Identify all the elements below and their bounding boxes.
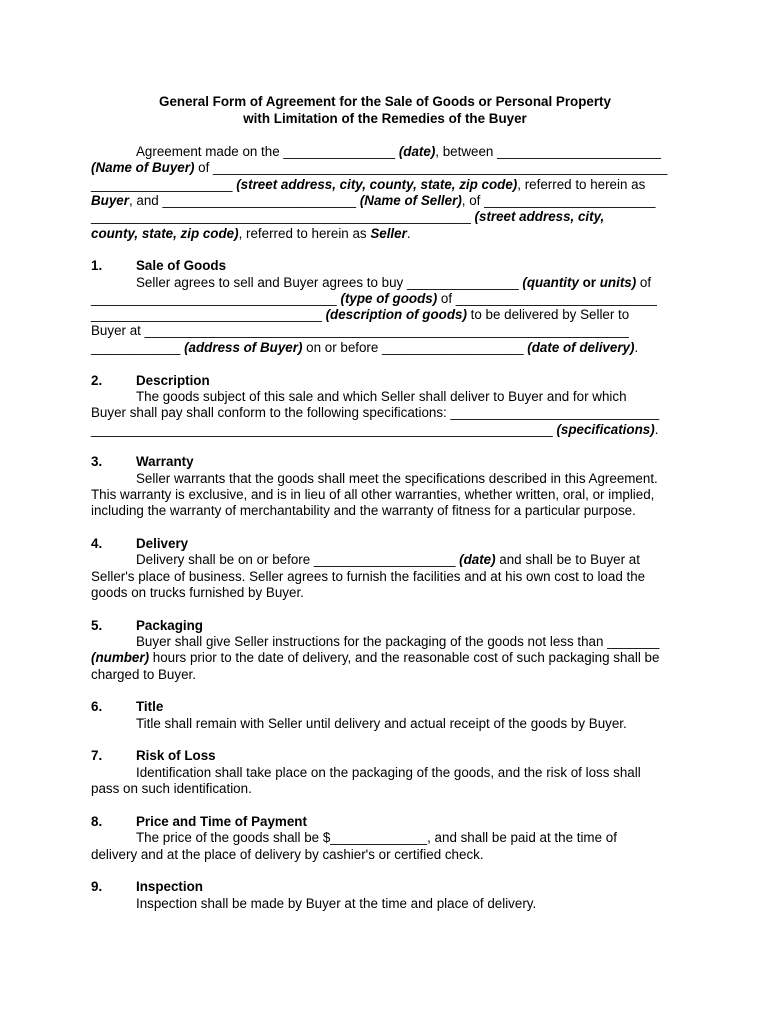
section-1-line-5: ____________ (address of Buyer) on or before ___________________ (date of delivery). xyxy=(91,340,639,355)
document-title: General Form of Agreement for the Sale of Goods or Personal Property xyxy=(159,94,611,109)
section-1-line-3: _______________________________ (description of goods) to be delivered by Seller to xyxy=(91,307,630,322)
section-4-line-2: Seller's place of business. Seller agrees to furnish the facilities and at his own cost to load the xyxy=(91,569,646,584)
intro-line-6: county, state, zip code), referred to herein as Seller. xyxy=(91,226,411,241)
section-9-number: 9. xyxy=(91,879,103,894)
section-4-heading: Delivery xyxy=(136,536,189,551)
section-2-number: 2. xyxy=(91,373,103,388)
section-6-line-1: Title shall remain with Seller until delivery and actual receipt of the goods by Buyer. xyxy=(136,716,627,731)
section-3-heading: Warranty xyxy=(136,454,194,469)
section-2-heading: Description xyxy=(136,373,210,388)
section-1-line-4: Buyer at _________________________________________________________________ xyxy=(91,323,629,338)
intro-line-2: (Name of Buyer) of _____________________________________________________________ xyxy=(91,160,668,175)
section-3-number: 3. xyxy=(91,454,103,469)
section-5-heading: Packaging xyxy=(136,618,203,633)
section-4-line-3: goods on trucks furnished by Buyer. xyxy=(91,585,304,600)
intro-line-1: Agreement made on the _______________ (date), between ______________________ xyxy=(136,144,661,159)
section-6-heading: Title xyxy=(136,699,164,714)
section-5-number: 5. xyxy=(91,618,103,633)
intro-line-4: Buyer, and __________________________ (Name of Seller), of _______________________ xyxy=(91,193,656,208)
section-4-line-1: Delivery shall be on or before ___________________ (date) and shall be to Buyer at xyxy=(136,552,640,567)
section-2-line-2: Buyer shall pay shall conform to the following specifications: ____________________________ xyxy=(91,405,660,420)
section-5-line-2: (number) hours prior to the date of delivery, and the reasonable cost of such packaging shall be xyxy=(91,650,660,665)
section-8-heading: Price and Time of Payment xyxy=(136,814,307,829)
section-7-line-2: pass on such identification. xyxy=(91,781,252,796)
section-9-heading: Inspection xyxy=(136,879,203,894)
section-2-line-3: ______________________________________________________________ (specifications). xyxy=(91,422,659,437)
section-1-line-1: Seller agrees to sell and Buyer agrees to buy _______________ (quantity or units) of xyxy=(136,275,652,290)
section-8-line-1: The price of the goods shall be $_____________, and shall be paid at the time of xyxy=(136,830,617,845)
section-4-number: 4. xyxy=(91,536,103,551)
section-3-line-1: Seller warrants that the goods shall meet the specifications described in this Agreement. xyxy=(136,471,658,486)
section-1-heading: Sale of Goods xyxy=(136,258,227,273)
intro-line-3: ___________________ (street address, city, county, state, zip code), referred to herein as xyxy=(91,177,646,192)
section-9-line-1: Inspection shall be made by Buyer at the time and place of delivery. xyxy=(136,896,537,911)
section-1-number: 1. xyxy=(91,258,103,273)
section-3-line-2: This warranty is exclusive, and is in lieu of all other warranties, whether written, oral, or implied, xyxy=(91,487,655,502)
section-8-number: 8. xyxy=(91,814,103,829)
section-7-number: 7. xyxy=(91,748,103,763)
section-5-line-3: charged to Buyer. xyxy=(91,667,196,682)
intro-line-5: ___________________________________________________ (street address, city, xyxy=(91,209,605,224)
section-8-line-2: delivery and at the place of delivery by cashier's or certified check. xyxy=(91,847,484,862)
section-2-line-1: The goods subject of this sale and which Seller shall deliver to Buyer and for which xyxy=(136,389,627,404)
section-5-line-1: Buyer shall give Seller instructions for the packaging of the goods not less than _______ xyxy=(136,634,660,649)
document-subtitle: with Limitation of the Remedies of the Buyer xyxy=(243,111,527,126)
section-7-heading: Risk of Loss xyxy=(136,748,216,763)
section-1-line-2: _________________________________ (type of goods) of ___________________________ xyxy=(91,291,657,306)
section-6-number: 6. xyxy=(91,699,103,714)
section-3-line-3: including the warranty of merchantability and the warranty of fitness for a particular purpose. xyxy=(91,503,636,518)
section-7-line-1: Identification shall take place on the packaging of the goods, and the risk of loss shall xyxy=(136,765,641,780)
